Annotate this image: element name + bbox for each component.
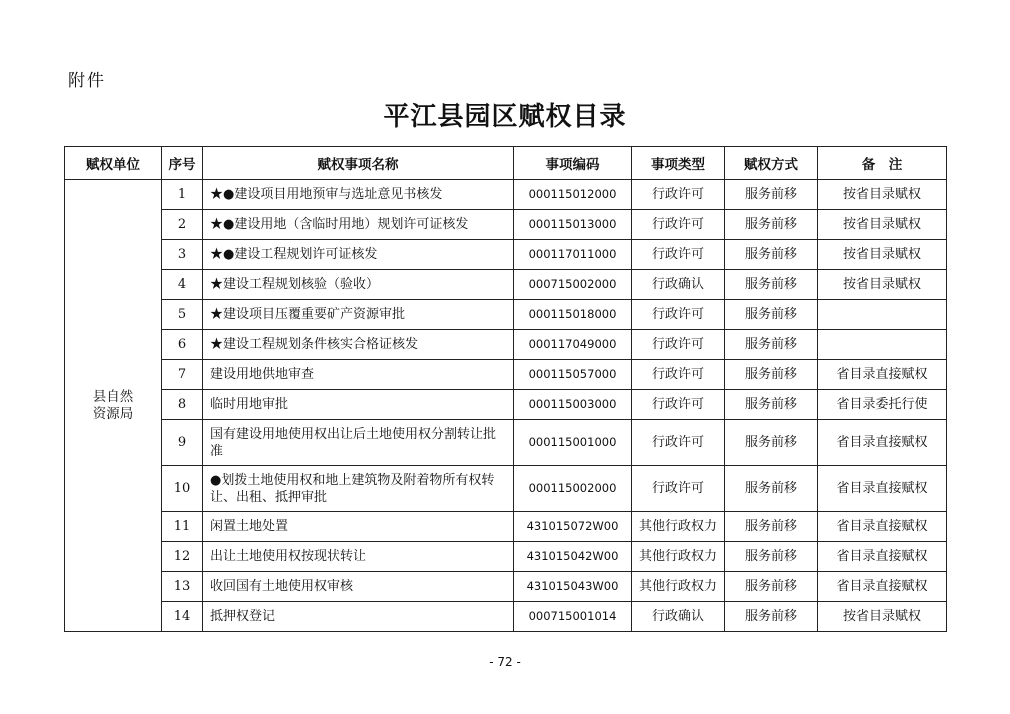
header-name: 赋权事项名称	[203, 147, 514, 180]
table-row	[65, 390, 947, 420]
row-code: 431015042W00	[514, 542, 632, 572]
row-name: 闲置土地处置	[203, 512, 514, 542]
row-no: 5	[162, 300, 203, 330]
row-no: 12	[162, 542, 203, 572]
row-no: 13	[162, 572, 203, 602]
header-unit: 赋权单位	[65, 147, 162, 180]
row-code: 000117049000	[514, 330, 632, 360]
row-no: 14	[162, 602, 203, 632]
row-code: 431015043W00	[514, 572, 632, 602]
row-note: 省目录直接赋权	[818, 572, 947, 602]
row-code: 000117011000	[514, 240, 632, 270]
row-code: 000715002000	[514, 270, 632, 300]
row-name: ★建设项目压覆重要矿产资源审批	[203, 300, 514, 330]
row-type: 行政许可	[632, 330, 725, 360]
header-row	[65, 147, 947, 180]
row-code: 000115018000	[514, 300, 632, 330]
row-no: 6	[162, 330, 203, 360]
unit-line-2: 资源局	[92, 405, 134, 422]
table-row	[65, 210, 947, 240]
row-method: 服务前移	[725, 542, 818, 572]
row-method: 服务前移	[725, 390, 818, 420]
table-row	[65, 420, 947, 466]
row-type: 行政许可	[632, 300, 725, 330]
row-note	[818, 300, 947, 330]
row-method: 服务前移	[725, 420, 818, 466]
row-method: 服务前移	[725, 360, 818, 390]
page-title: 平江县园区赋权目录	[383, 102, 627, 132]
row-note: 省目录直接赋权	[818, 360, 947, 390]
attachment-label: 附件	[68, 71, 106, 91]
table-row	[65, 602, 947, 632]
row-code: 000715001014	[514, 602, 632, 632]
row-name: ★●建设项目用地预审与选址意见书核发	[203, 180, 514, 210]
row-note: 省目录直接赋权	[818, 542, 947, 572]
table-row	[65, 512, 947, 542]
row-type: 行政许可	[632, 360, 725, 390]
row-note: 省目录直接赋权	[818, 512, 947, 542]
row-no: 1	[162, 180, 203, 210]
row-name: 临时用地审批	[203, 390, 514, 420]
row-note: 按省目录赋权	[818, 240, 947, 270]
table-row	[65, 572, 947, 602]
row-code: 431015072W00	[514, 512, 632, 542]
row-no: 11	[162, 512, 203, 542]
row-type: 行政确认	[632, 602, 725, 632]
row-code: 000115013000	[514, 210, 632, 240]
row-method: 服务前移	[725, 330, 818, 360]
row-name: ★●建设工程规划许可证核发	[203, 240, 514, 270]
row-type: 其他行政权力	[632, 572, 725, 602]
row-code: 000115002000	[514, 466, 632, 512]
row-method: 服务前移	[725, 602, 818, 632]
row-no: 4	[162, 270, 203, 300]
table-row	[65, 300, 947, 330]
table-row	[65, 270, 947, 300]
unit-line-1: 县自然	[92, 388, 134, 405]
row-no: 2	[162, 210, 203, 240]
header-type: 事项类型	[632, 147, 725, 180]
row-type: 行政许可	[632, 466, 725, 512]
row-method: 服务前移	[725, 210, 818, 240]
row-method: 服务前移	[725, 270, 818, 300]
row-note: 省目录委托行使	[818, 390, 947, 420]
row-code: 000115003000	[514, 390, 632, 420]
row-note: 按省目录赋权	[818, 602, 947, 632]
row-no: 7	[162, 360, 203, 390]
table-row	[65, 360, 947, 390]
row-name: 收回国有土地使用权审核	[203, 572, 514, 602]
row-type: 行政许可	[632, 420, 725, 466]
row-code: 000115012000	[514, 180, 632, 210]
row-no: 8	[162, 390, 203, 420]
header-method: 赋权方式	[725, 147, 818, 180]
row-method: 服务前移	[725, 572, 818, 602]
catalog-table	[64, 146, 947, 632]
table-row	[65, 466, 947, 512]
row-note	[818, 330, 947, 360]
row-method: 服务前移	[725, 180, 818, 210]
table-row	[65, 330, 947, 360]
row-type: 行政许可	[632, 240, 725, 270]
row-type: 其他行政权力	[632, 512, 725, 542]
row-method: 服务前移	[725, 240, 818, 270]
row-note: 按省目录赋权	[818, 270, 947, 300]
row-name: ★建设工程规划核验（验收）	[203, 270, 514, 300]
row-name: 抵押权登记	[203, 602, 514, 632]
row-name: ●划拨土地使用权和地上建筑物及附着物所有权转让、出租、抵押审批	[203, 466, 514, 512]
page-number: - 72 -	[489, 655, 521, 669]
row-name: 出让土地使用权按现状转让	[203, 542, 514, 572]
row-code: 000115001000	[514, 420, 632, 466]
table-row	[65, 542, 947, 572]
row-note: 按省目录赋权	[818, 210, 947, 240]
row-note: 省目录直接赋权	[818, 466, 947, 512]
row-code: 000115057000	[514, 360, 632, 390]
header-code: 事项编码	[514, 147, 632, 180]
row-name: ★建设工程规划条件核实合格证核发	[203, 330, 514, 360]
row-type: 行政许可	[632, 210, 725, 240]
row-note: 按省目录赋权	[818, 180, 947, 210]
header-note: 备 注	[818, 147, 947, 180]
row-name: ★●建设用地（含临时用地）规划许可证核发	[203, 210, 514, 240]
row-method: 服务前移	[725, 466, 818, 512]
row-type: 其他行政权力	[632, 542, 725, 572]
row-no: 3	[162, 240, 203, 270]
table-row	[65, 240, 947, 270]
row-name: 建设用地供地审查	[203, 360, 514, 390]
row-note: 省目录直接赋权	[818, 420, 947, 466]
row-type: 行政许可	[632, 390, 725, 420]
row-name: 国有建设用地使用权出让后土地使用权分割转让批准	[203, 420, 514, 466]
row-method: 服务前移	[725, 512, 818, 542]
row-no: 9	[162, 420, 203, 466]
unit-cell	[65, 180, 162, 632]
header-no: 序号	[162, 147, 203, 180]
row-type: 行政确认	[632, 270, 725, 300]
row-no: 10	[162, 466, 203, 512]
table-row	[65, 180, 947, 210]
row-method: 服务前移	[725, 300, 818, 330]
row-type: 行政许可	[632, 180, 725, 210]
